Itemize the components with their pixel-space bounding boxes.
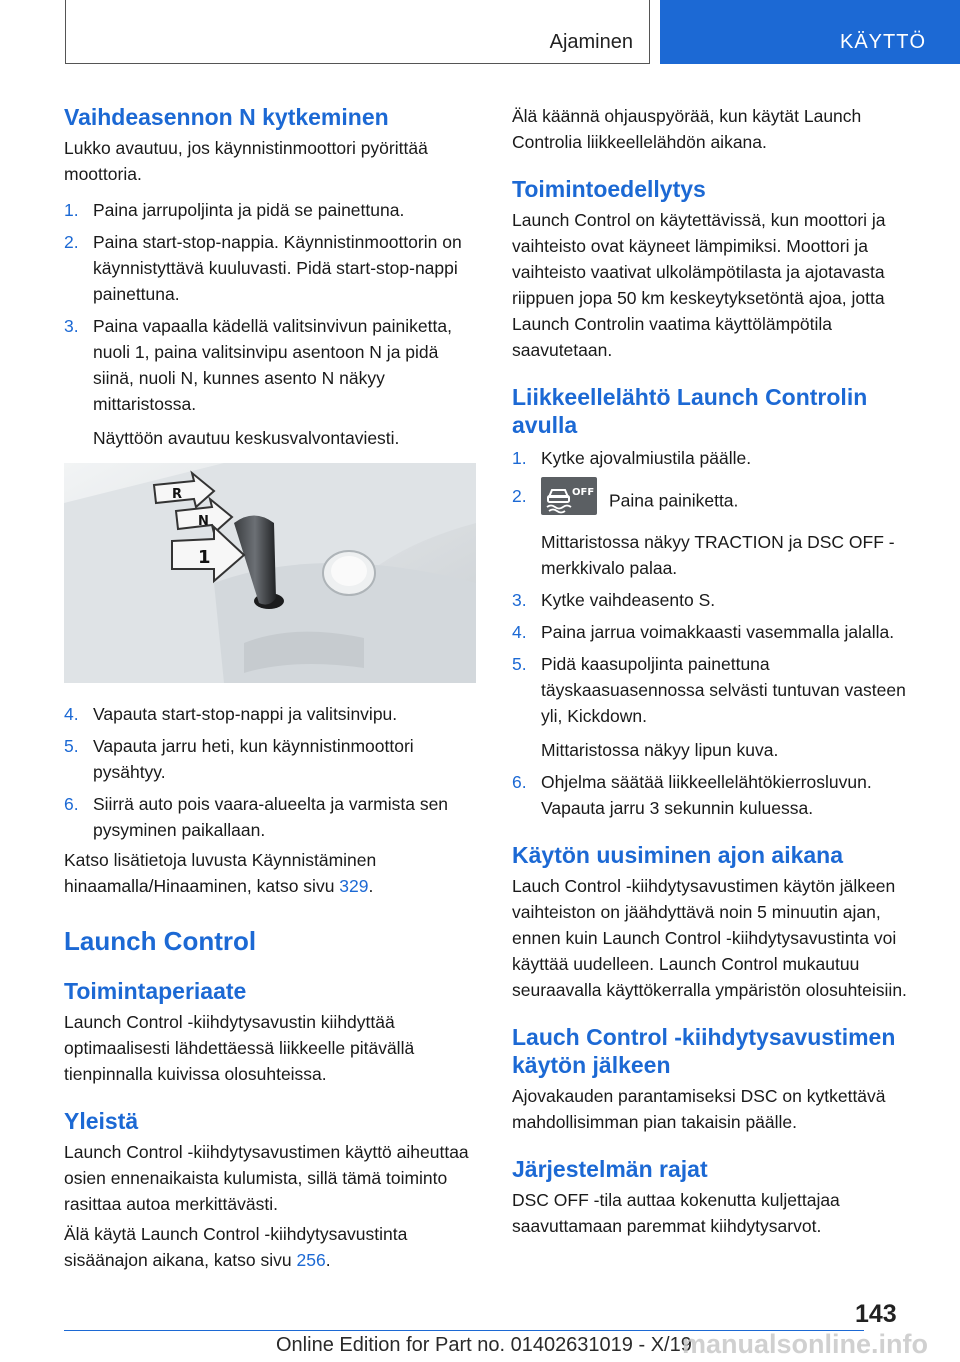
right-column xyxy=(512,103,924,1239)
header-section-box xyxy=(65,0,650,64)
list-item: 3. Paina vapaalla kädellä valitsinvivun painiketta, nuoli 1, paina valitsinvipu asentoon N ja pidä siinä, nuoli N, kunnes asento N näkyy mittaristossa. Näyttöön avautuu keskusvalvontaviesti. xyxy=(64,313,476,451)
step-note: Mittaristossa näkyy lipun kuva. xyxy=(541,740,779,760)
paragraph-steering: Älä käännä ohjauspyörää, kun käytät Launch Controlia liikkeellelähdön aikana. xyxy=(512,106,862,152)
list-item: 4. Paina jarrua voimakkaasti vasemmalla jalalla. xyxy=(512,622,895,642)
heading-launch-control: Launch Control xyxy=(64,926,257,956)
heading-principle: Toimintaperiaate xyxy=(64,978,247,1004)
label-r: R xyxy=(172,487,183,502)
header-section-title: Ajaminen xyxy=(549,31,633,53)
footer-edition: Online Edition for Part no. 01402631019 - X/19 xyxy=(276,1334,692,1356)
page-link-329[interactable]: 329 xyxy=(339,876,369,896)
label-n: N xyxy=(198,514,209,529)
heading-reuse: Käytön uusiminen ajon aikana xyxy=(512,842,844,868)
list-item: 1. Kytke ajovalmiustila päälle. xyxy=(512,448,752,468)
heading-general: Yleistä xyxy=(64,1108,139,1134)
heading-limits: Järjestelmän rajat xyxy=(512,1156,708,1182)
paragraph-limits: DSC OFF -tila auttaa kokenutta kuljettajaa saavuttamaan paremmat kiihdytysarvot. xyxy=(512,1190,840,1236)
paragraph-neutral: Lukko avautuu, jos käynnistinmoottori pyörittää moottoria. xyxy=(64,138,428,184)
paragraph-after-use: Ajovakauden parantamiseksi DSC on kytkettävä mahdollisimman pian takaisin päälle. xyxy=(512,1086,886,1132)
steps-list-launch xyxy=(512,445,924,821)
list-item: 4. Vapauta start-stop-nappi ja valitsinvipu. xyxy=(64,704,398,724)
list-item: 5. Pidä kaasupoljinta painettuna täyskaasuasennossa selvästi tuntuvan vasteen yli, Kickdown. Mittaristossa näkyy lipun kuva. xyxy=(512,651,924,763)
page-link-256[interactable]: 256 xyxy=(296,1250,326,1270)
heading-conditions: Toimintoedellytys xyxy=(512,176,706,202)
list-item: 2. OFF Paina painiketta. Mittaristossa näkyy TRACTION ja DSC OFF -merkkivalo palaa. xyxy=(512,483,924,581)
paragraph-conditions: Launch Control on käytettävissä, kun moottori ja vaihteisto ovat käyneet lämpimiksi. Moottori ja vaihteisto vaativat ulkolämpötilasta ja ajotavasta riippuen jopa 50 km keskeytyksetöntä ajoa, jotta Launch Controlin vaatima käyttölämpötila saavutetaan. xyxy=(512,210,886,360)
heading-after-use: Lauch Control -kiihdytysavustimen käytön jälkeen xyxy=(512,1024,896,1078)
paragraph-general-1: Launch Control -kiihdytysavustimen käyttö aiheuttaa osien ennenaikaista kulumista, sillä tämä toiminto rasittaa autoa merkittävästi. xyxy=(64,1142,469,1214)
list-item: 1. Paina jarrupoljinta ja pidä se painettuna. xyxy=(64,200,405,220)
list-item: 3. Kytke vaihdeasento S. xyxy=(512,590,716,610)
paragraph-towing: Katso lisätietoja luvusta Käynnistäminen hinaamalla/Hinaaminen, katso sivu 329. xyxy=(64,850,377,896)
label-one: 1 xyxy=(198,547,211,568)
step-note: Mittaristossa näkyy TRACTION ja DSC OFF -merkkivalo palaa. xyxy=(541,532,895,578)
dsc-off-icon xyxy=(541,477,597,515)
heading-neutral: Vaihdeasennon N kytkeminen xyxy=(64,104,389,130)
header-chapter-box xyxy=(660,0,960,64)
paragraph-reuse: Lauch Control -kiihdytysavustimen käytön jälkeen vaihteiston on jäähdyttävä noin 5 minuutin ajan, ennen kuin Launch Control -kiihdytysavustinta voi käyttää uudelleen. Launch Control mukautuu seuraavalla käyttökerralla ympäristön olosuhteisiin. xyxy=(512,876,907,1000)
watermark: manualsonline.info xyxy=(682,1329,929,1359)
gear-selector-photo xyxy=(64,463,476,683)
steps-list-b xyxy=(64,701,476,843)
left-column xyxy=(64,103,476,1273)
header-chapter-title: KÄYTTÖ xyxy=(839,31,926,53)
dsc-off-icon-text: OFF xyxy=(572,487,595,498)
heading-launch-start: Liikkeellelähtö Launch Controlin avulla xyxy=(512,384,868,438)
step-note: Näyttöön avautuu keskusvalvontaviesti. xyxy=(93,428,400,448)
page-number: 143 xyxy=(855,1300,897,1328)
list-item: 2. Paina start-stop-nappia. Käynnistinmoottorin on käynnistyttävä kuuluvasti. Pidä start-stop-nappi painettuna. xyxy=(64,232,462,304)
paragraph-principle: Launch Control -kiihdytysavustin kiihdyttää optimaalisesti lähdettäessä liikkeelle pitävällä tienpinnalla kuivissa olosuhteissa. xyxy=(64,1012,415,1084)
steps-list-a xyxy=(64,197,476,451)
paragraph-general-2: Älä käytä Launch Control -kiihdytysavustinta sisäänajon aikana, katso sivu 256. xyxy=(64,1224,408,1270)
list-item: 5. Vapauta jarru heti, kun käynnistinmoottori pysähtyy. xyxy=(64,736,414,782)
list-item: 6. Ohjelma säätää liikkeellelähtökierrosluvun. Vapauta jarru 3 sekunnin kuluessa. xyxy=(512,772,872,818)
list-item: 6. Siirrä auto pois vaara-alueelta ja varmista sen pysyminen paikallaan. xyxy=(64,794,449,840)
